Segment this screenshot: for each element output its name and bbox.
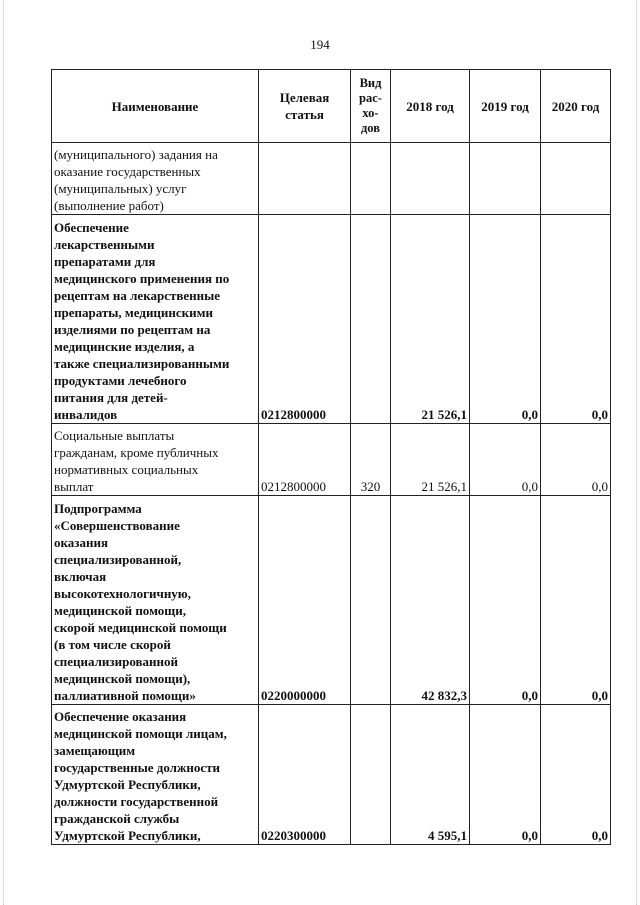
row-name: Обеспечение лекарственными препаратами для медицинского применения по рецептам на лекарственные препараты, медицинскими изделиями по рецептам на медицинские изделия, а также специализированными продуктами лечебного питания для детей- инвалидов bbox=[52, 215, 259, 424]
row-code: 0212800000 bbox=[259, 424, 351, 496]
row-2018: 21 526,1 bbox=[391, 424, 470, 496]
row-2019 bbox=[470, 143, 541, 215]
row-2020: 0,0 bbox=[541, 215, 611, 424]
table-row bbox=[52, 215, 611, 424]
row-expense-type bbox=[351, 705, 391, 845]
row-2018 bbox=[391, 143, 470, 215]
row-name: Обеспечение оказания медицинской помощи лицам, замещающим государственные должности Удмуртской Республики, должности государственной гражданской службы Удмуртской Республики, bbox=[52, 705, 259, 845]
row-2018: 42 832,3 bbox=[391, 496, 470, 705]
row-2020: 0,0 bbox=[541, 424, 611, 496]
row-expense-type: 320 bbox=[351, 424, 391, 496]
row-name: (муниципального) задания на оказание государственных (муниципальных) услуг (выполнение работ) bbox=[52, 143, 259, 215]
row-code: 0212800000 bbox=[259, 215, 351, 424]
row-2019: 0,0 bbox=[470, 424, 541, 496]
table-row bbox=[52, 496, 611, 705]
table-row bbox=[52, 143, 611, 215]
row-name: Подпрограмма «Совершенствование оказания специализированной, включая высокотехнологичную, медицинской помощи, скорой медицинской помощи (в том числе скорой специализированной медицинской помощи), паллиативной помощи» bbox=[52, 496, 259, 705]
scan-edge-right bbox=[634, 0, 637, 905]
row-2018: 21 526,1 bbox=[391, 215, 470, 424]
row-expense-type bbox=[351, 143, 391, 215]
row-name: Социальные выплаты гражданам, кроме публичных нормативных социальных выплат bbox=[52, 424, 259, 496]
header-2019: 2019 год bbox=[470, 70, 541, 143]
row-code: 0220300000 bbox=[259, 705, 351, 845]
table-header-row bbox=[52, 70, 611, 143]
row-2020: 0,0 bbox=[541, 705, 611, 845]
row-code: 0220000000 bbox=[259, 496, 351, 705]
header-2018: 2018 год bbox=[391, 70, 470, 143]
scan-edge-left bbox=[3, 0, 6, 905]
table-row bbox=[52, 705, 611, 845]
header-2020: 2020 год bbox=[541, 70, 611, 143]
row-2020 bbox=[541, 143, 611, 215]
budget-table bbox=[51, 69, 611, 845]
row-2019: 0,0 bbox=[470, 496, 541, 705]
row-2018: 4 595,1 bbox=[391, 705, 470, 845]
row-expense-type bbox=[351, 215, 391, 424]
row-code bbox=[259, 143, 351, 215]
row-expense-type bbox=[351, 496, 391, 705]
page-number: 194 bbox=[310, 37, 330, 52]
row-2019: 0,0 bbox=[470, 705, 541, 845]
table-row bbox=[52, 424, 611, 496]
row-2019: 0,0 bbox=[470, 215, 541, 424]
header-code: Целевая статья bbox=[259, 70, 351, 143]
header-expense-type: Вид рас- хо- дов bbox=[351, 70, 391, 143]
row-2020: 0,0 bbox=[541, 496, 611, 705]
header-name: Наименование bbox=[52, 70, 259, 143]
